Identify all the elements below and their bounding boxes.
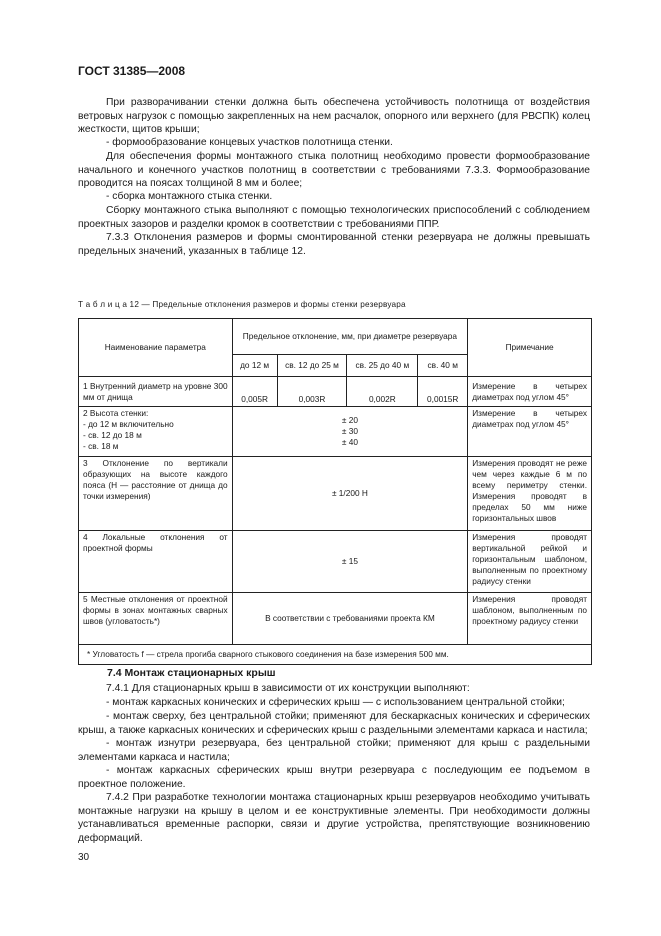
param-cell: 2 Высота стенки: - до 12 м включительно - св. 12 до 18 м - св. 18 м xyxy=(79,407,233,457)
paragraph: При разворачивании стенки должна быть обеспечена устойчивость полотнища от воздействия ветровых нагрузок с помощью закрепленных на нем расчалок, опорного или верхнего (для РВСПК) колец жесткости, щитов крыши; xyxy=(78,97,590,136)
paragraph: 7.3.3 Отклонения размеров и формы смонтированной стенки резервуара не должны превышать предельных значений, указанных в таблице 12. xyxy=(78,232,590,257)
value-cell: В соответствии с требованиями проекта КМ xyxy=(232,593,468,645)
document-header: ГОСТ 31385—2008 xyxy=(78,64,186,78)
value-cell: ± 15 xyxy=(232,531,468,593)
paragraph: Сборку монтажного стыка выполняют с помощью технологических приспособлений с соблюдением проектных зазоров и разделки кромок в соответствии с требованиями ППР. xyxy=(78,205,590,230)
paragraph: - монтаж каркасных сферических крыш внутри резервуара с последующим ее подъемом в проектное положение. xyxy=(78,765,590,790)
note-cell: Измерение в четырех диаметрах под углом 45° xyxy=(468,377,592,407)
col-header-diameter: св. 40 м xyxy=(418,355,468,377)
note-cell: Измерение в четырех диаметрах под углом 45° xyxy=(468,407,592,457)
value-cell: ± 1/200 H xyxy=(232,457,468,531)
value-cell: 0,0015R xyxy=(418,377,468,407)
page-number: 30 xyxy=(78,852,90,863)
table-footnote: * Угловатость f — стрела прогиба сварного стыкового соединения на базе измерения 500 мм. xyxy=(79,645,592,665)
paragraph: 7.4.1 Для стационарных крыш в зависимости от их конструкции выполняют: xyxy=(106,683,470,694)
paragraph: - формообразование концевых участков полотнища стенки. xyxy=(106,137,393,148)
value-cell: ± 20 ± 30 ± 40 xyxy=(232,407,468,457)
col-header-diameter: св. 25 до 40 м xyxy=(347,355,418,377)
table-row xyxy=(79,407,592,457)
table-caption: Т а б л и ц а 12 — Предельные отклонения размеров и формы стенки резервуара xyxy=(78,300,406,309)
deviation-table xyxy=(78,318,592,665)
table-row xyxy=(79,457,592,531)
col-header-diameter: до 12 м xyxy=(232,355,277,377)
paragraph: 7.4.2 При разработке технологии монтажа стационарных крыш резервуаров необходимо учитывать монтажные нагрузки на крышу в целом и ее конструктивные элементы. При необходимости должны устанавливаться временные распорки, связи и другие устройства, препятствующие возникновению деформаций. xyxy=(78,792,590,844)
note-cell: Измерения проводят вертикальной рейкой и горизонтальным шаблоном, выполненным по проектному радиусу стенки xyxy=(468,531,592,593)
value-cell: 0,003R xyxy=(277,377,347,407)
note-cell: Измерения проводят не реже чем через каждые 6 м по всему периметру стенки. Измерения проводят в пределах 50 мм ниже горизонтальных швов xyxy=(468,457,592,531)
col-header-note: Примечание xyxy=(468,319,592,377)
param-cell: 5 Местные отклонения от проектной формы в зонах монтажных сварных швов (угловатость*) xyxy=(79,593,233,645)
param-cell: 1 Внутренний диаметр на уровне 300 мм от днища xyxy=(79,377,233,407)
paragraph: - сборка монтажного стыка стенки. xyxy=(106,191,273,202)
paragraph: - монтаж сверху, без центральной стойки; применяют для бескаркасных конических и сферических крыш, а также каркасных конических и сферических крыш с раздельными элементами каркаса и настила; xyxy=(78,711,590,736)
col-header-param: Наименование параметра xyxy=(79,319,233,377)
param-cell: 3 Отклонение по вертикали образующих на высоте каждого пояса (H — расстояние от днища до точки измерения) xyxy=(79,457,233,531)
param-cell: 4 Локальные отклонения от проектной формы xyxy=(79,531,233,593)
table-row xyxy=(79,593,592,645)
value-cell: 0,002R xyxy=(347,377,418,407)
table-row xyxy=(79,377,592,407)
table-row xyxy=(79,531,592,593)
paragraph: Для обеспечения формы монтажного стыка полотнищ необходимо провести формообразование начального и конечного участков полотнищ в соответствии с требованиями 7.3.3. Формообразование проводится на поясах толщиной 8 мм и более; xyxy=(78,151,590,190)
section-title: 7.4 Монтаж стационарных крыш xyxy=(107,667,276,679)
col-header-diameter: св. 12 до 25 м xyxy=(277,355,347,377)
paragraph: - монтаж изнутри резервуара, без центральной стойки; применяют для крыш с раздельными элементами каркаса и настила; xyxy=(78,738,590,763)
paragraph: - монтаж каркасных конических и сферических крыш — с использованием центральной стойки; xyxy=(106,697,565,708)
note-cell: Измерения проводят шаблоном, выполненным по проектному радиусу стенки xyxy=(468,593,592,645)
value-cell: 0,005R xyxy=(232,377,277,407)
col-header-group: Предельное отклонение, мм, при диаметре резервуара xyxy=(232,319,468,355)
